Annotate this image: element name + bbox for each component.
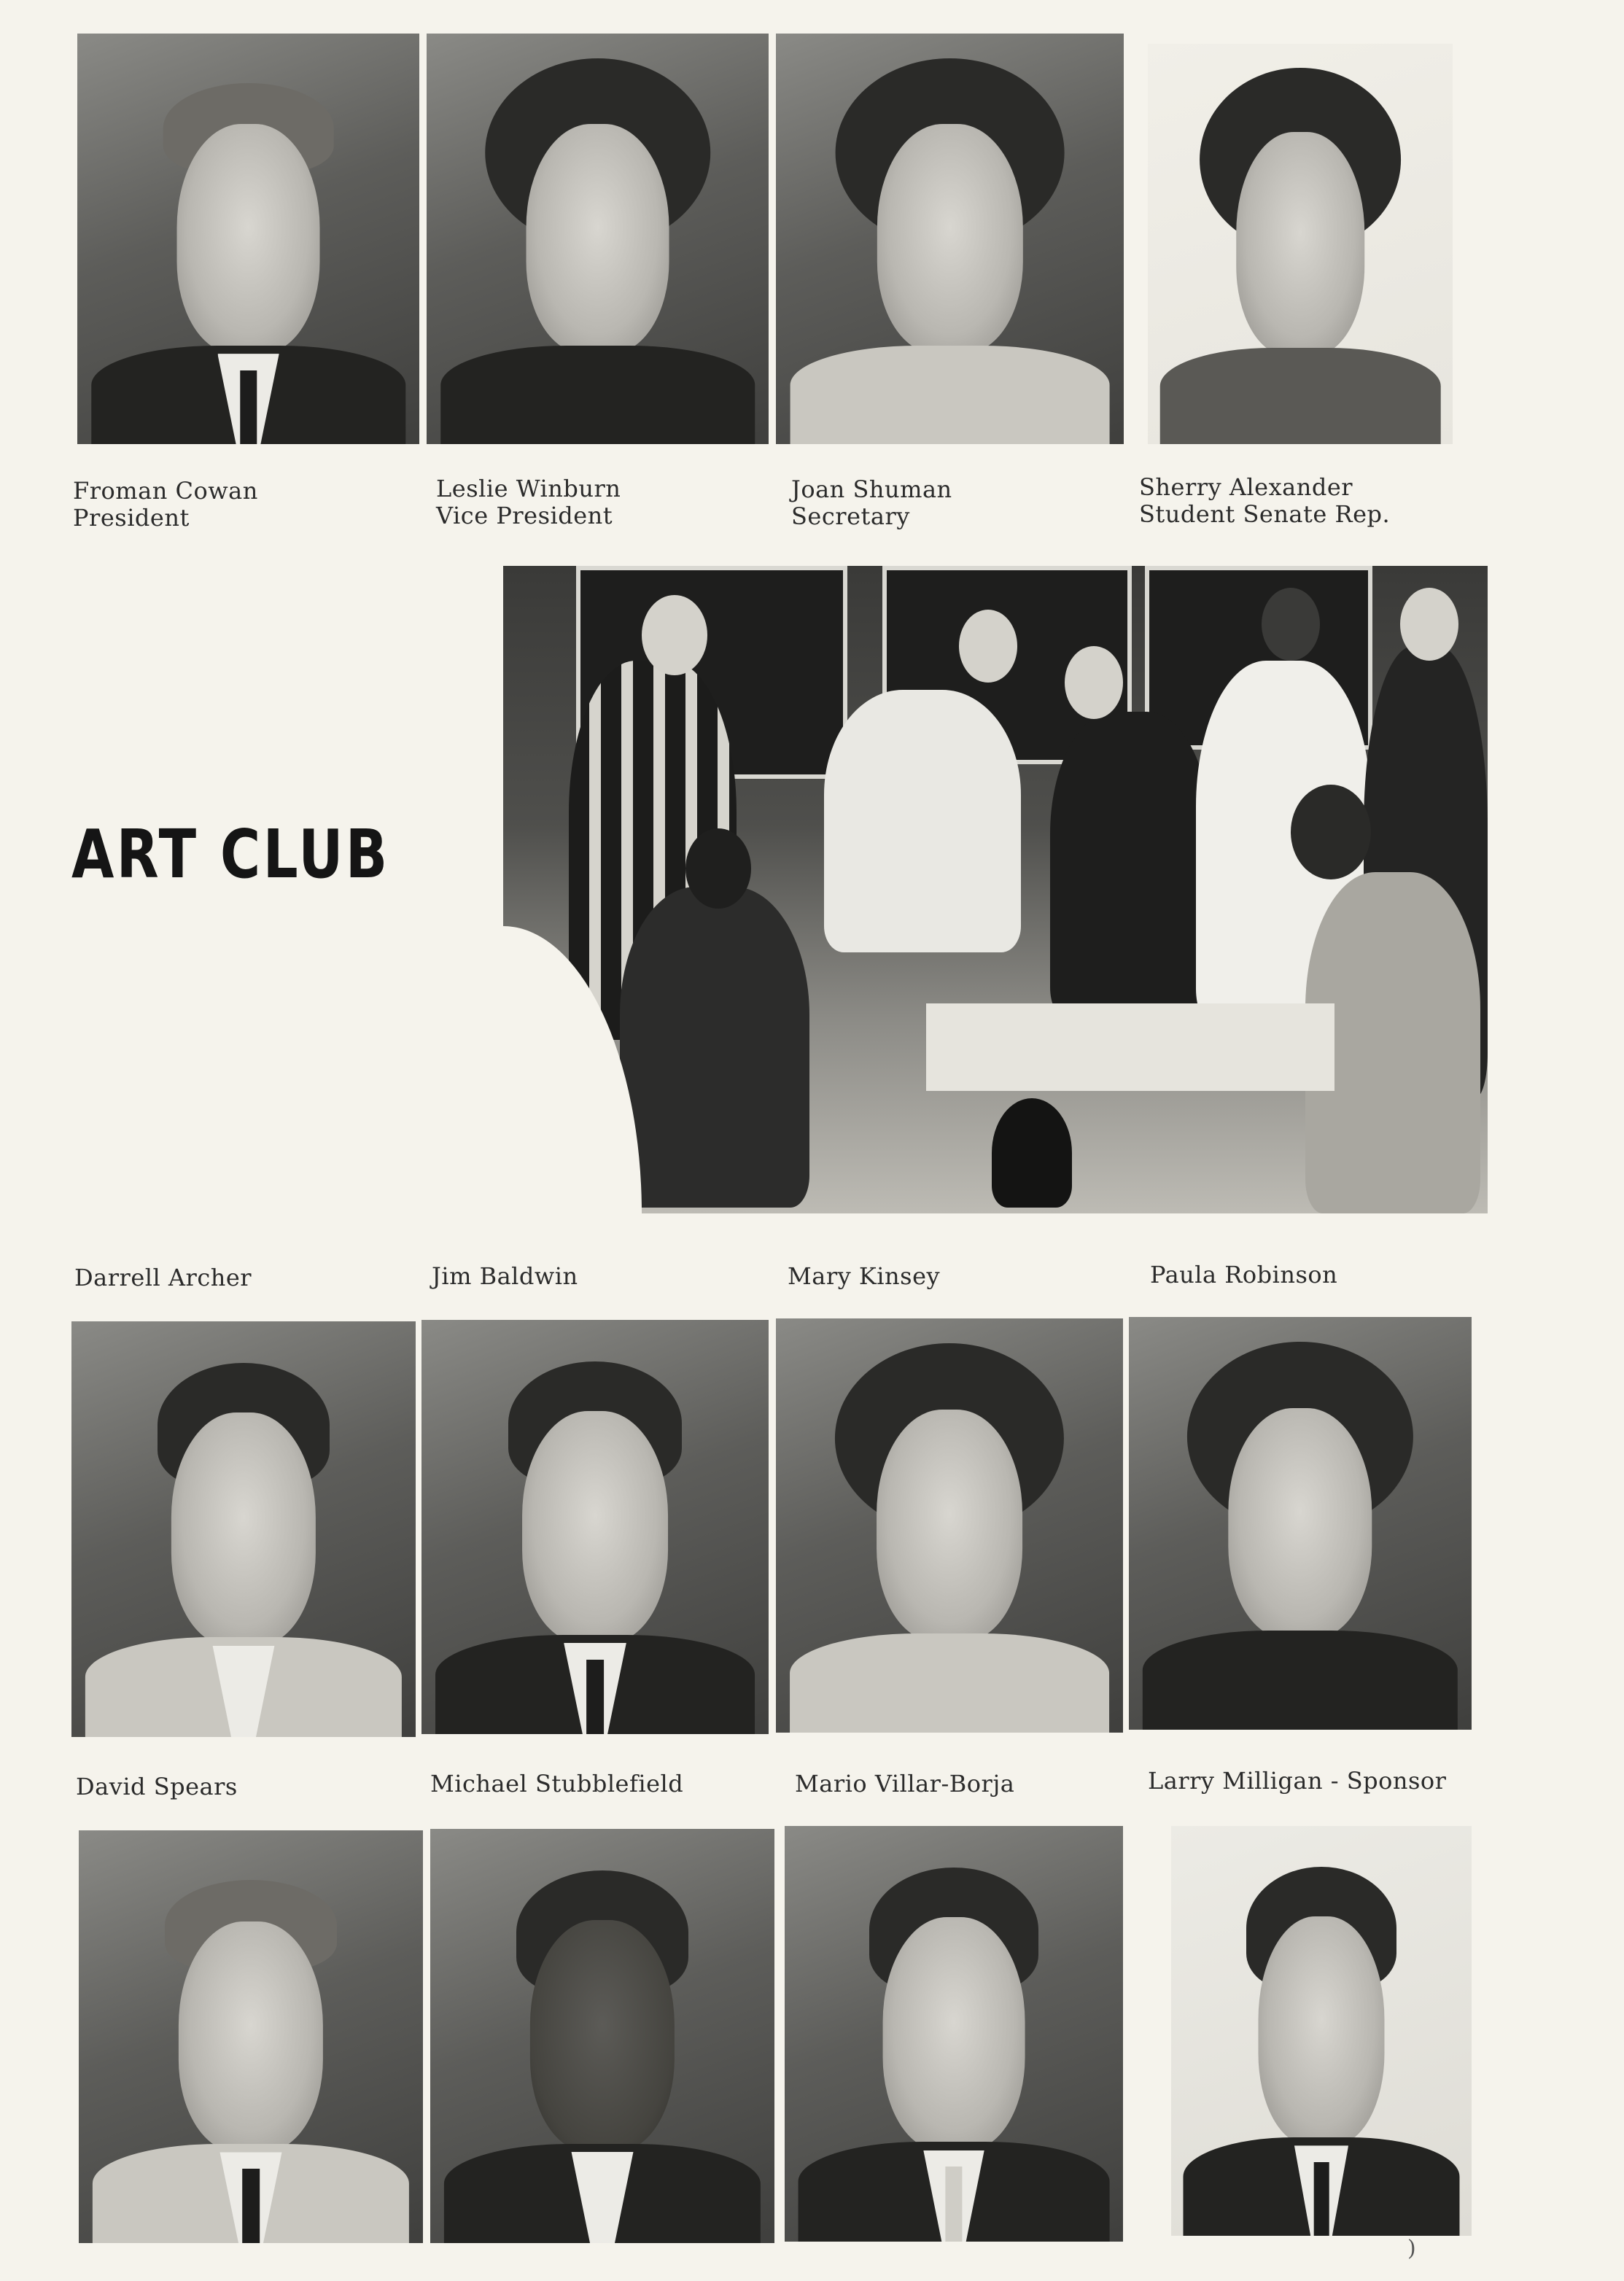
officer-role: Student Senate Rep. <box>1139 500 1391 528</box>
portrait-dress <box>1143 1631 1458 1730</box>
officer-role: President <box>73 504 190 532</box>
group-photo-person <box>620 887 809 1208</box>
caption-officer-3 <box>791 476 952 530</box>
portrait-face <box>1258 1916 1384 2146</box>
group-photo-face <box>642 595 707 675</box>
group-photo-face <box>959 610 1017 683</box>
portrait-face <box>1228 1408 1372 1639</box>
portrait-darrell-archer <box>71 1321 416 1737</box>
portrait-sherry-alexander <box>1148 44 1453 444</box>
portrait-tie <box>586 1660 604 1734</box>
group-photo-face <box>1400 588 1458 661</box>
portrait-mary-kinsey <box>776 1318 1123 1733</box>
portrait-tie <box>945 2167 962 2242</box>
page-mark: ) <box>1407 2236 1416 2261</box>
caption-officer-1 <box>73 478 258 532</box>
portrait-face <box>171 1412 316 1645</box>
caption-member-mario-villar-borja: Mario Villar-Borja <box>795 1770 1015 1798</box>
portrait-tie <box>1314 2162 1329 2236</box>
portrait-mario-villar-borja <box>785 1826 1123 2242</box>
caption-member-darrell-archer: Darrell Archer <box>74 1264 252 1291</box>
portrait-lace-top <box>790 346 1110 444</box>
portrait-face <box>1236 132 1364 356</box>
group-photo <box>503 566 1488 1213</box>
officer-name: Joan Shuman <box>791 475 952 503</box>
portrait-paula-robinson <box>1129 1317 1472 1730</box>
group-photo-face <box>1065 646 1123 719</box>
portrait-tie <box>242 2169 260 2243</box>
caption-sponsor-larry-milligan: Larry Milligan - Sponsor <box>1148 1767 1447 1795</box>
group-photo-face <box>1262 588 1320 661</box>
portrait-froman-cowan <box>77 34 419 444</box>
group-photo-person <box>1050 712 1211 1018</box>
page-title: ART CLUB <box>71 815 390 893</box>
caption-member-mary-kinsey: Mary Kinsey <box>788 1262 941 1290</box>
group-photo-person <box>824 690 1021 952</box>
caption-officer-2 <box>436 475 621 529</box>
portrait-jim-baldwin <box>421 1320 769 1734</box>
group-photo-vase <box>992 1098 1072 1208</box>
portrait-leslie-winburn <box>427 34 769 444</box>
portrait-larry-milligan <box>1171 1826 1472 2236</box>
portrait-tie <box>240 370 257 444</box>
portrait-dress <box>440 346 755 444</box>
portrait-face <box>877 1410 1022 1641</box>
officer-name: Leslie Winburn <box>436 475 621 502</box>
portrait-blouse <box>790 1633 1109 1733</box>
portrait-face <box>883 1917 1025 2150</box>
group-photo-face <box>1291 785 1371 879</box>
portrait-face <box>526 124 669 354</box>
officer-role: Secretary <box>791 502 910 530</box>
caption-member-michael-stubblefield: Michael Stubblefield <box>430 1770 684 1798</box>
portrait-joan-shuman <box>776 34 1124 444</box>
officer-name: Froman Cowan <box>73 477 258 505</box>
officer-name: Sherry Alexander <box>1139 473 1353 501</box>
portrait-david-spears <box>79 1830 423 2243</box>
portrait-face <box>522 1411 668 1643</box>
caption-member-david-spears: David Spears <box>76 1773 238 1800</box>
portrait-face <box>176 124 320 354</box>
group-photo-table <box>926 1003 1334 1091</box>
portrait-face <box>877 124 1022 354</box>
caption-member-jim-baldwin: Jim Baldwin <box>432 1262 578 1290</box>
caption-member-paula-robinson: Paula Robinson <box>1150 1261 1338 1289</box>
portrait-sweater <box>1160 348 1441 444</box>
portrait-michael-stubblefield <box>430 1829 774 2243</box>
portrait-face <box>179 1921 323 2153</box>
officer-role: Vice President <box>436 502 613 529</box>
group-photo-face <box>685 828 751 909</box>
caption-officer-4 <box>1139 474 1390 528</box>
portrait-face <box>530 1920 675 2152</box>
